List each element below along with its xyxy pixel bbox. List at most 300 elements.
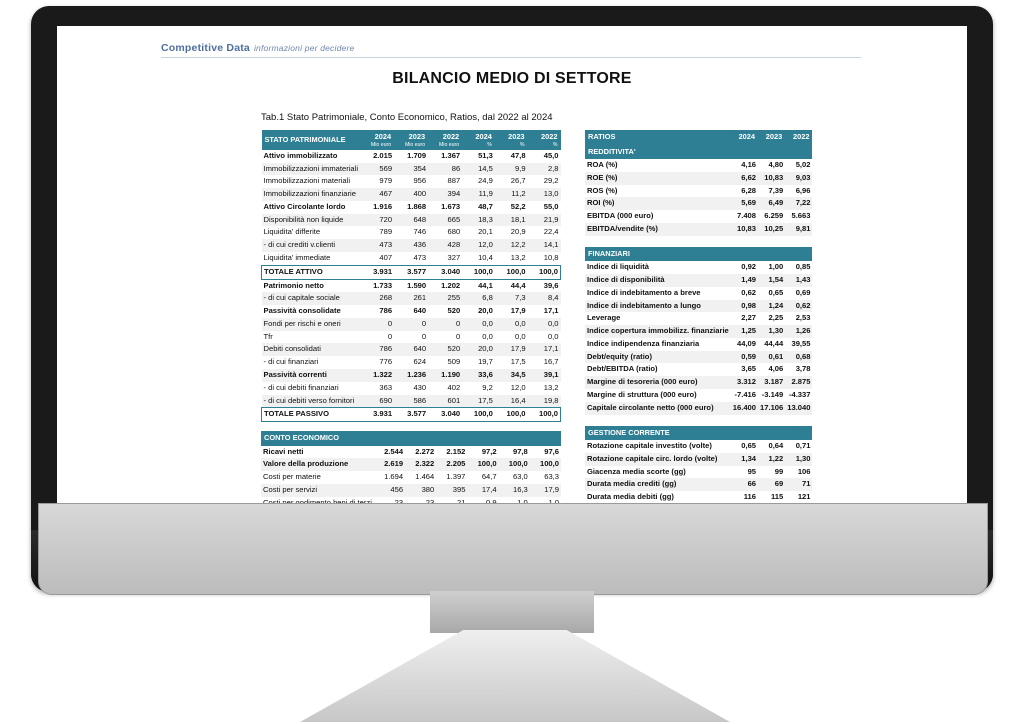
- row-value: 261: [394, 292, 428, 305]
- document-page: [57, 26, 967, 506]
- section-spacer: [785, 145, 812, 160]
- header-year: 2023 %: [495, 130, 528, 150]
- row-value: 17,1: [543, 306, 559, 316]
- row-value: 3.931: [360, 408, 394, 422]
- row-value: 16.400: [731, 402, 758, 415]
- monitor-stand: [300, 630, 730, 722]
- row-value: 24,9: [478, 176, 493, 186]
- row-value: 1.709: [407, 150, 427, 160]
- table-row: [585, 376, 812, 389]
- header-year: 2023: [758, 130, 785, 145]
- row-value: 473: [413, 252, 427, 262]
- row-value: 17,5: [462, 395, 495, 408]
- table-row: [262, 305, 561, 318]
- row-value: 0,0: [528, 318, 561, 331]
- section-gap: [585, 415, 812, 426]
- header-spacer: [374, 431, 405, 446]
- row-value: 9,2: [482, 382, 493, 392]
- row-value: 1,22: [758, 453, 785, 466]
- row-value: -4.337: [788, 390, 811, 400]
- row-value: 0,69: [795, 287, 811, 297]
- row-value: 100,0: [528, 408, 561, 422]
- page-title: BILANCIO MEDIO DI SETTORE: [392, 70, 632, 87]
- table-row: [262, 226, 561, 239]
- table-row: [585, 159, 812, 172]
- row-value: 3.312: [731, 376, 758, 389]
- table-row: [585, 210, 812, 223]
- row-value: 10,83: [731, 223, 758, 236]
- row-value: 2.272: [415, 446, 435, 456]
- table-row: [585, 363, 812, 376]
- row-value: 2.322: [405, 458, 436, 471]
- row-value: 473: [360, 239, 394, 252]
- table-row: [585, 453, 812, 466]
- row-value: 17,4: [467, 484, 498, 497]
- table-row: [585, 197, 812, 210]
- section-header-row: [585, 426, 812, 441]
- table-row: [262, 150, 561, 163]
- row-value: 18,3: [462, 214, 495, 227]
- row-value: 8,4: [528, 292, 561, 305]
- table-row: [585, 440, 812, 453]
- row-label: Giacenza media scorte (gg): [587, 466, 686, 476]
- header-spacer: [405, 431, 436, 446]
- row-value: 380: [405, 484, 436, 497]
- header-title: RATIOS: [585, 130, 731, 145]
- row-value: 0,0: [547, 331, 559, 341]
- table-row: [585, 402, 812, 415]
- row-value: 1.367: [441, 150, 461, 160]
- row-label: Passività consolidate: [263, 306, 341, 316]
- row-value: 0,0: [462, 318, 495, 331]
- row-value: 569: [360, 163, 394, 176]
- row-value: 428: [428, 239, 462, 252]
- header-year: 2022: [785, 130, 812, 145]
- row-value: 467: [360, 188, 394, 201]
- row-value: 95: [747, 466, 757, 476]
- section-spacer: [731, 247, 758, 262]
- row-value: 3,65: [741, 364, 757, 374]
- row-value: 1,43: [785, 274, 812, 287]
- row-value: 0,62: [741, 287, 757, 297]
- row-value: 20,0: [478, 306, 493, 316]
- row-value: 4,16: [741, 160, 757, 170]
- row-value: -7.416: [734, 390, 757, 400]
- row-value: 52,2: [510, 201, 526, 211]
- row-value: 0: [387, 331, 393, 341]
- row-label: TOTALE PASSIVO: [262, 408, 361, 422]
- row-value: 10,25: [758, 223, 785, 236]
- row-label: Capitale circolante netto (000 euro): [585, 402, 731, 415]
- row-value: 509: [447, 357, 461, 367]
- row-value: 0,92: [741, 262, 757, 272]
- row-value: 7,22: [785, 197, 812, 210]
- row-value: 6,28: [741, 185, 757, 195]
- row-value: 0: [428, 318, 462, 331]
- section-header-row: [585, 247, 812, 262]
- row-label: Valore della produzione: [261, 458, 374, 471]
- row-value: 255: [428, 292, 462, 305]
- table-row: [585, 300, 812, 313]
- row-value: 44,1: [478, 280, 493, 290]
- row-value: 3,78: [795, 364, 811, 374]
- row-label: ROA (%): [587, 160, 618, 170]
- table-row: [262, 163, 561, 176]
- row-value: 680: [447, 227, 461, 237]
- row-value: 1,00: [768, 262, 784, 272]
- row-value: 9,81: [785, 223, 812, 236]
- row-label: Liquidita' differite: [263, 227, 321, 237]
- row-value: 1,25: [731, 325, 758, 338]
- row-value: 97,6: [544, 446, 559, 456]
- header-spacer: [467, 431, 498, 446]
- row-value: 2,25: [768, 313, 784, 323]
- row-value: 16,4: [495, 395, 528, 408]
- table-row: [585, 185, 812, 198]
- row-value: 1.868: [407, 201, 427, 211]
- row-value: 10,8: [543, 252, 559, 262]
- row-value: 3.187: [758, 376, 785, 389]
- section-title: REDDITIVITA': [585, 145, 731, 160]
- header-year: 2022 %: [528, 130, 561, 150]
- row-value: 3.040: [428, 265, 462, 279]
- row-value: 6.259: [764, 211, 784, 221]
- row-value: 34,5: [495, 369, 528, 382]
- row-value: 402: [447, 382, 461, 392]
- row-value: 0,0: [514, 331, 526, 341]
- row-value: 45,0: [543, 150, 559, 160]
- row-value: 5,02: [795, 160, 811, 170]
- row-value: 665: [428, 214, 462, 227]
- row-value: 39,6: [543, 280, 559, 290]
- row-value: 17,9: [510, 306, 526, 316]
- row-value: 9,03: [785, 172, 812, 185]
- monitor-neck: [430, 591, 594, 633]
- row-value: 0,65: [768, 287, 784, 297]
- row-value: 1,49: [731, 274, 758, 287]
- row-label: ROE (%): [585, 172, 731, 185]
- row-label: ROS (%): [587, 185, 618, 195]
- row-value: 17.106: [758, 402, 785, 415]
- table-row: [585, 287, 812, 300]
- row-value: 0,64: [768, 441, 784, 451]
- row-value: 0,85: [795, 262, 811, 272]
- row-value: 100,0: [499, 458, 530, 471]
- row-label: Passività correnti: [262, 369, 361, 382]
- row-value: 26,7: [510, 176, 526, 186]
- table-header-row: [261, 431, 561, 446]
- section-spacer: [785, 247, 812, 262]
- row-value: 3.931: [360, 265, 394, 279]
- row-label: Margine di tesoreria (000 euro): [585, 376, 731, 389]
- row-label: Indice indipendenza finanziaria: [587, 338, 700, 348]
- row-label: Debt/equity (ratio): [585, 351, 731, 364]
- table-row: [261, 484, 561, 497]
- row-value: 0,71: [795, 441, 811, 451]
- table-row: [585, 261, 812, 274]
- table-row: [585, 312, 812, 325]
- row-value: 16,7: [543, 357, 559, 367]
- table-row: [261, 471, 561, 484]
- table-header-row: [262, 130, 561, 150]
- right-column: [585, 130, 811, 504]
- row-value: 720: [360, 214, 394, 227]
- row-value: 624: [413, 357, 427, 367]
- table-row: [262, 279, 561, 292]
- table-row: [262, 369, 561, 382]
- row-value: 400: [394, 188, 428, 201]
- row-value: 11,9: [462, 188, 495, 201]
- row-value: 22,4: [543, 227, 559, 237]
- brand-tagline: informazioni per decidere: [253, 43, 355, 53]
- row-value: 100,0: [462, 265, 495, 279]
- row-label: Debt/EBITDA (ratio): [587, 364, 658, 374]
- row-value: 789: [379, 227, 393, 237]
- row-value: 44,44: [764, 338, 784, 348]
- row-value: 12,0: [462, 239, 495, 252]
- row-value: 601: [428, 395, 462, 408]
- row-label: EBITDA (000 euro): [587, 211, 654, 221]
- row-value: 407: [379, 252, 393, 262]
- row-label: Indice di liquidità: [587, 262, 650, 272]
- balance-sheet-table: [261, 130, 561, 422]
- row-value: 640: [413, 306, 427, 316]
- row-value: 17,5: [510, 357, 526, 367]
- table-header-row: [585, 130, 812, 145]
- row-value: 33,6: [462, 369, 495, 382]
- row-value: 19,8: [528, 395, 561, 408]
- table-row: [261, 458, 561, 471]
- row-label: Immobilizzazioni immateriali: [262, 163, 361, 176]
- row-label: Immobilizzazioni finanziarie: [262, 188, 361, 201]
- row-value: 39,55: [791, 338, 811, 348]
- table-row: [262, 395, 561, 408]
- row-value: 71: [785, 478, 812, 491]
- section-title: GESTIONE CORRENTE: [585, 426, 731, 441]
- row-value: 100,0: [530, 458, 561, 471]
- row-label: TOTALE ATTIVO: [262, 265, 361, 279]
- table-row: [262, 382, 561, 395]
- row-value: 63,0: [512, 472, 528, 482]
- table-row: [585, 325, 812, 338]
- row-value: 268: [360, 292, 394, 305]
- table-row: [585, 172, 812, 185]
- header-year: 2024 %: [462, 130, 495, 150]
- row-value: 19,7: [478, 357, 493, 367]
- row-value: 14,1: [528, 239, 561, 252]
- row-value: 1,30: [785, 453, 812, 466]
- row-value: 13.040: [785, 402, 812, 415]
- row-label: Rotazione capitale investito (volte): [587, 441, 712, 451]
- row-label: Costi per materie: [263, 472, 321, 482]
- row-value: 51,3: [478, 150, 493, 160]
- row-value: 456: [374, 484, 405, 497]
- row-label: Debiti consolidati: [262, 343, 361, 356]
- row-label: Durata media debiti (gg): [587, 492, 674, 502]
- row-value: 2.205: [436, 458, 467, 471]
- row-value: 3.040: [428, 408, 462, 422]
- row-value: 394: [428, 188, 462, 201]
- row-value: 327: [447, 252, 461, 262]
- row-value: 6,96: [795, 185, 811, 195]
- table-row: [585, 389, 812, 402]
- row-value: 5.663: [791, 211, 811, 221]
- table-row: [262, 318, 561, 331]
- row-value: 586: [394, 395, 428, 408]
- row-value: 2.619: [374, 458, 405, 471]
- row-label: Attivo immobilizzato: [263, 150, 338, 160]
- table-row: [262, 265, 561, 279]
- row-value: 1,24: [758, 300, 785, 313]
- row-value: 1.464: [415, 472, 435, 482]
- row-value: 979: [379, 176, 393, 186]
- row-value: 47,8: [510, 150, 526, 160]
- row-value: 0: [360, 318, 394, 331]
- row-value: 3.577: [394, 265, 428, 279]
- row-value: 436: [394, 239, 428, 252]
- row-label: Indice di disponibilità: [585, 274, 731, 287]
- row-value: 106: [797, 466, 811, 476]
- row-value: 44,09: [737, 338, 757, 348]
- table-row: [585, 478, 812, 491]
- row-value: 640: [394, 343, 428, 356]
- table-row: [262, 201, 561, 214]
- row-value: 64,7: [481, 472, 497, 482]
- row-label: Attivo Circolante lordo: [263, 201, 346, 211]
- row-value: 21,9: [528, 214, 561, 227]
- table-row: [262, 252, 561, 265]
- row-value: 17,1: [528, 343, 561, 356]
- row-value: 0,68: [785, 351, 812, 364]
- row-value: -3.149: [761, 390, 784, 400]
- brand-name: Competitive Data: [161, 42, 250, 54]
- left-column: [261, 130, 561, 535]
- row-value: 116: [743, 492, 757, 502]
- row-value: 786: [360, 343, 394, 356]
- row-value: 20,1: [478, 227, 493, 237]
- row-value: 363: [379, 382, 393, 392]
- section-header-row: [585, 145, 812, 160]
- row-value: 0,0: [482, 331, 493, 341]
- row-value: 121: [797, 492, 811, 502]
- row-value: 776: [379, 357, 393, 367]
- row-label: Liquidita' immediate: [263, 252, 331, 262]
- table-row: [262, 188, 561, 201]
- table-row: [262, 175, 561, 188]
- row-value: 0,59: [731, 351, 758, 364]
- header-spacer: [436, 431, 467, 446]
- row-value: 7,3: [495, 292, 528, 305]
- row-value: 16,3: [499, 484, 530, 497]
- row-label: Disponibilità non liquide: [262, 214, 361, 227]
- row-value: 887: [447, 176, 461, 186]
- row-value: 10,83: [758, 172, 785, 185]
- row-label: ROI (%): [585, 197, 731, 210]
- row-value: 20,9: [510, 227, 526, 237]
- row-value: 1.916: [373, 201, 393, 211]
- header-year: 2023 Mio euro: [394, 130, 428, 150]
- row-value: 86: [428, 163, 462, 176]
- table-row: [585, 351, 812, 364]
- section-title: FINANZIARI: [585, 247, 731, 262]
- row-value: 9,9: [495, 163, 528, 176]
- header-title: CONTO ECONOMICO: [261, 431, 374, 446]
- row-value: 1.694: [384, 472, 404, 482]
- row-value: 6,62: [731, 172, 758, 185]
- row-label: Tfr: [263, 331, 273, 341]
- row-value: 5,69: [731, 197, 758, 210]
- row-value: 0: [455, 331, 461, 341]
- row-value: 10,4: [478, 252, 493, 262]
- row-value: 13,2: [510, 252, 526, 262]
- row-value: 69: [758, 478, 785, 491]
- row-value: 97,2: [481, 446, 497, 456]
- row-value: 1.673: [441, 201, 461, 211]
- header-year: 2024: [731, 130, 758, 145]
- row-value: 100,0: [495, 265, 528, 279]
- table-row: [262, 356, 561, 369]
- section-spacer: [758, 247, 785, 262]
- row-value: 2,8: [528, 163, 561, 176]
- row-value: 2.152: [446, 446, 466, 456]
- row-value: 2.015: [373, 150, 393, 160]
- table-row: [585, 338, 812, 351]
- section-spacer: [785, 426, 812, 441]
- row-value: 55,0: [543, 201, 559, 211]
- row-value: 2.875: [785, 376, 812, 389]
- section-spacer: [758, 426, 785, 441]
- table-row: [585, 274, 812, 287]
- row-value: 1.397: [446, 472, 466, 482]
- row-value: 648: [394, 214, 428, 227]
- row-value: 1.590: [407, 280, 427, 290]
- row-value: 786: [379, 306, 393, 316]
- row-value: 2,53: [795, 313, 811, 323]
- row-label: Margine di struttura (000 euro): [587, 390, 697, 400]
- row-value: 0: [421, 331, 427, 341]
- row-value: 430: [413, 382, 427, 392]
- header-spacer: [530, 431, 561, 446]
- row-value: 6,49: [758, 197, 785, 210]
- row-value: 17,9: [495, 343, 528, 356]
- row-value: 6,8: [462, 292, 495, 305]
- row-value: 18,1: [495, 214, 528, 227]
- row-value: 13,0: [528, 188, 561, 201]
- row-value: 17,9: [530, 484, 561, 497]
- row-value: 0,65: [741, 441, 757, 451]
- row-value: 520: [428, 343, 462, 356]
- row-value: 48,7: [478, 201, 493, 211]
- row-label: Durata media crediti (gg): [585, 478, 731, 491]
- row-value: 115: [770, 492, 784, 502]
- row-value: 39,1: [528, 369, 561, 382]
- row-label: Ricavi netti: [263, 446, 304, 456]
- row-value: 11,2: [495, 188, 528, 201]
- row-value: 1,54: [758, 274, 785, 287]
- row-value: 100,0: [462, 408, 495, 422]
- monitor-base-plate: [38, 503, 988, 595]
- header-spacer: [499, 431, 530, 446]
- header-title: STATO PATRIMONIALE: [262, 130, 361, 150]
- monitor-screen: [57, 26, 967, 506]
- row-value: 97,8: [512, 446, 528, 456]
- table-row: [585, 223, 812, 236]
- row-value: 1.236: [394, 369, 428, 382]
- row-value: 44,4: [510, 280, 526, 290]
- table-row: [262, 331, 561, 344]
- row-label: - di cui capitale sociale: [262, 292, 361, 305]
- row-value: 7,39: [768, 185, 784, 195]
